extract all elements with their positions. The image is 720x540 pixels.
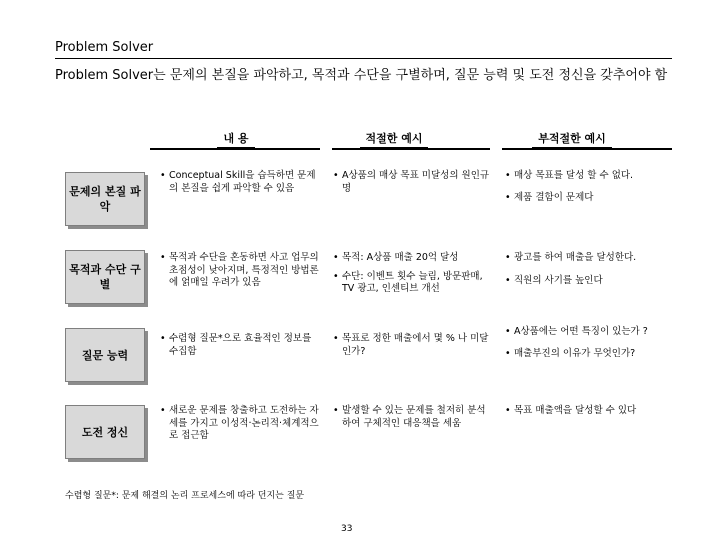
column-header-inappropriate-label: 부적절한 예시 <box>532 130 612 148</box>
content-bullet: • 수렴형 질문*으로 효율적인 정보를 수집함 <box>160 333 322 358</box>
appropriate-bullet: • 발생할 수 있는 문제를 철저히 분석하여 구체적인 대응책을 세움 <box>333 405 493 430</box>
page-number: 33 <box>341 524 353 534</box>
row-appropriate-cell <box>333 252 493 296</box>
appropriate-bullet: • A상품의 매상 목표 미달성의 원인규명 <box>333 170 493 195</box>
inappropriate-bullet: • 매출부진의 이유가 무엇인가? <box>505 348 675 361</box>
appropriate-bullet: • 수단: 이벤트 횟수 늘림, 방문판매, TV 광고, 인센티브 개선 <box>333 271 493 296</box>
content-bullet: • 새로운 문제를 창출하고 도전하는 자세를 가지고 이성적·논리적·체계적으로 접근함 <box>160 405 322 443</box>
row-inappropriate-cell <box>505 170 675 204</box>
content-bullet: • Conceptual Skill을 습득하면 문제의 본질을 쉽게 파악할 수 있음 <box>160 170 322 195</box>
row-appropriate-cell <box>333 333 493 358</box>
row-content-cell <box>160 170 322 195</box>
column-divider-appropriate <box>332 148 490 150</box>
column-header-appropriate-label: 적절한 예시 <box>360 130 429 148</box>
row-category-box: 문제의 본질 파악 <box>65 172 145 226</box>
slide-subtitle: Problem Solver는 문제의 본질을 파악하고, 목적과 수단을 구별하며, 질문 능력 및 도전 정신을 갖추어야 함 <box>55 68 668 83</box>
column-header-content <box>188 130 284 148</box>
row-inappropriate-cell <box>505 326 675 360</box>
row-category-box: 도전 정신 <box>65 405 145 459</box>
row-content-cell <box>160 333 322 358</box>
column-divider-content <box>150 148 320 150</box>
inappropriate-bullet: • 매상 목표를 달성 할 수 없다. <box>505 170 675 183</box>
row-content-cell <box>160 405 322 443</box>
inappropriate-bullet: • 목표 매출액을 달성할 수 있다 <box>505 405 675 418</box>
row-appropriate-cell <box>333 405 493 430</box>
row-category-box: 질문 능력 <box>65 328 145 382</box>
slide-title: Problem Solver <box>55 40 154 55</box>
row-category-box: 목적과 수단 구별 <box>65 250 145 304</box>
appropriate-bullet: • 목표로 정한 매출에서 몇 % 나 미달인가? <box>333 333 493 358</box>
inappropriate-bullet: • 직원의 사기를 높인다 <box>505 275 675 288</box>
title-divider <box>55 58 672 59</box>
appropriate-bullet: • 목적: A상품 매출 20억 달성 <box>333 252 493 265</box>
content-bullet: • 목적과 수단을 혼동하면 사고 업무의 초점성이 낮아지며, 특정적인 방법론에 얽매일 우려가 있음 <box>160 252 322 290</box>
row-appropriate-cell <box>333 170 493 195</box>
column-header-inappropriate <box>514 130 630 148</box>
inappropriate-bullet: • 제품 결함이 문제다 <box>505 192 675 205</box>
column-header-content-label: 내 용 <box>217 130 254 148</box>
column-header-appropriate <box>342 130 446 148</box>
row-content-cell <box>160 252 322 290</box>
footnote: 수렴형 질문*: 문제 해결의 논리 프로세스에 따라 던지는 질문 <box>65 491 305 501</box>
row-inappropriate-cell <box>505 405 675 418</box>
column-divider-inappropriate <box>502 148 672 150</box>
row-inappropriate-cell <box>505 252 675 287</box>
inappropriate-bullet: • 광고를 하여 매출을 달성한다. <box>505 252 675 265</box>
inappropriate-bullet: • A상품에는 어떤 특징이 있는가 ? <box>505 326 675 339</box>
